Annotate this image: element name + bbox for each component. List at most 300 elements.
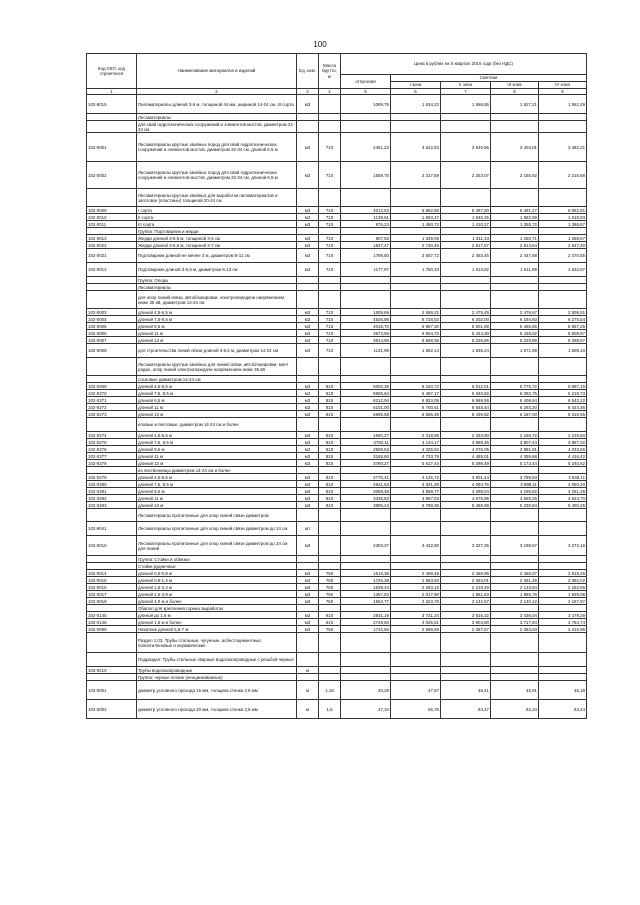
- row-name: длиной до 1,6 м: [137, 612, 297, 619]
- table-row: [87, 418, 587, 432]
- row-price-zone-2: 2 387,67: [441, 626, 491, 633]
- row-price-zone-2: [441, 291, 491, 309]
- row-price-zone-3: 3 799,63: [491, 474, 539, 481]
- row-price-zone-3: 52,34: [491, 700, 539, 719]
- row-price-zone-2: 1 961,63: [441, 591, 491, 598]
- row-price-otpusknaya: [341, 674, 391, 681]
- row-price-zone-3: [491, 667, 539, 674]
- row-price-zone-3: 4 565,25: [491, 495, 539, 502]
- row-price-zone-4: 1 289,67: [539, 235, 587, 242]
- row-price-zone-1: 3 721,24: [391, 612, 441, 619]
- table-row: [87, 474, 587, 481]
- row-price-zone-2: 3 540,96: [441, 133, 491, 162]
- row-price-zone-1: 3 642,53: [391, 133, 441, 162]
- row-price-zone-2: 46,41: [441, 681, 491, 700]
- row-price-zone-2: 3 327,36: [441, 536, 491, 556]
- row-mass: 810: [319, 446, 341, 453]
- row-name: Группа: Стойки и обвязки: [137, 556, 297, 563]
- row-price-zone-3: [491, 563, 539, 570]
- row-price-zone-4: 2 182,66: [539, 584, 587, 591]
- row-price-zone-2: 2 253,90: [441, 432, 491, 439]
- row-price-zone-2: 3 989,45: [441, 439, 491, 446]
- row-unit: [297, 291, 319, 309]
- row-unit: м3: [297, 619, 319, 626]
- row-name: Лесоматериалы круглые хвойных пород для свай гидротехнических сооружений и элементов мостов, диаметром 22-34 см, длиной 6,5 м: [137, 162, 297, 189]
- row-price-zone-3: 1 527,21: [491, 95, 539, 114]
- row-code: 102-0273: [87, 411, 137, 418]
- row-price-zone-1: 47,67: [391, 681, 441, 700]
- table-row: [87, 390, 587, 397]
- table-row: [87, 330, 587, 337]
- table-row: [87, 681, 587, 700]
- row-mass: [319, 667, 341, 674]
- row-code: 102-0272: [87, 404, 137, 411]
- row-name: длиной 1,6 м и более: [137, 619, 297, 626]
- row-price-zone-2: [441, 674, 491, 681]
- table-row: [87, 522, 587, 536]
- row-price-zone-4: 2 167,97: [539, 598, 587, 605]
- row-price-zone-4: 2 470,55: [539, 249, 587, 263]
- row-name: Лесоматериалы: [137, 114, 297, 121]
- row-price-zone-2: 6 439,82: [441, 411, 491, 418]
- row-price-zone-1: 4 733,78: [391, 453, 441, 460]
- row-name: Подтоварник длиной не менее 3 м, диаметром 8-11 см: [137, 249, 297, 263]
- row-price-zone-2: [441, 418, 491, 432]
- row-unit: м3: [297, 446, 319, 453]
- row-price-zone-1: [391, 284, 441, 291]
- row-price-zone-4: 5 562,81: [539, 207, 587, 214]
- table-row: [87, 114, 587, 121]
- row-mass: [319, 674, 341, 681]
- row-code: 102-0008: [87, 344, 137, 358]
- row-price-zone-2: [441, 522, 491, 536]
- row-unit: м3: [297, 474, 319, 481]
- row-code: 102-0099: [87, 626, 137, 633]
- row-price-zone-4: [539, 563, 587, 570]
- row-mass: 710: [319, 133, 341, 162]
- row-price-zone-3: [491, 509, 539, 522]
- row-price-otpusknaya: 2776,41: [341, 474, 391, 481]
- row-price-otpusknaya: 6212,94: [341, 397, 391, 404]
- row-mass: 710: [319, 330, 341, 337]
- row-price-zone-3: 5 438,02: [491, 330, 539, 337]
- row-price-zone-2: 1 635,24: [441, 344, 491, 358]
- row-price-zone-2: [441, 605, 491, 612]
- row-price-zone-4: 2 392,02: [539, 577, 587, 584]
- row-price-otpusknaya: 4626,98: [341, 316, 391, 323]
- table-row: [87, 337, 587, 344]
- row-unit: [297, 509, 319, 522]
- row-price-zone-4: 1 562,29: [539, 95, 587, 114]
- row-code: 102-0012: [87, 263, 137, 277]
- row-price-zone-4: 46,18: [539, 681, 587, 700]
- row-price-zone-4: [539, 121, 587, 133]
- row-name: сосновые диаметром 14-24 см: [137, 376, 297, 383]
- row-price-otpusknaya: 1742,66: [341, 626, 391, 633]
- row-code: 102-0003: [87, 309, 137, 316]
- row-code: 103-0001: [87, 681, 137, 700]
- row-price-zone-4: [539, 605, 587, 612]
- row-price-zone-3: [491, 674, 539, 681]
- row-name: длиной 9,5 м: [137, 397, 297, 404]
- row-price-zone-1: 3 422,80: [391, 536, 441, 556]
- row-price-zone-3: 5 775,72: [491, 383, 539, 390]
- table-row: [87, 397, 587, 404]
- row-price-zone-2: 6 012,01: [441, 383, 491, 390]
- row-name: для опор линий связи, автоблокировки, электропередачи напряжением ниже 35 кВ, диаметром 14-24 см: [137, 291, 297, 309]
- row-code: 102-0014: [87, 570, 137, 577]
- table-row: [87, 235, 587, 242]
- row-price-zone-4: [539, 358, 587, 376]
- row-unit: [297, 121, 319, 133]
- row-unit: м3: [297, 383, 319, 390]
- row-mass: 750: [319, 591, 341, 598]
- row-name: длиной 9,5 м: [137, 488, 297, 495]
- row-price-otpusknaya: 5000,38: [341, 383, 391, 390]
- row-price-zone-4: 4 251,28: [539, 488, 587, 495]
- row-price-otpusknaya: [341, 189, 391, 207]
- row-mass: 750: [319, 577, 341, 584]
- row-name: II сорта: [137, 214, 297, 221]
- row-code: 102-0281: [87, 488, 137, 495]
- column-number: 5: [341, 89, 391, 95]
- row-code: 102-0278: [87, 460, 137, 467]
- row-price-zone-1: 2 017,90: [391, 591, 441, 598]
- header-otpusknaya: отпускная: [341, 75, 391, 89]
- table-row: [87, 563, 587, 570]
- row-price-zone-4: 2 216,50: [539, 432, 587, 439]
- row-price-zone-4: 4 033,66: [539, 446, 587, 453]
- row-price-otpusknaya: 1660,27: [341, 432, 391, 439]
- row-price-zone-1: [391, 121, 441, 133]
- row-price-zone-4: 1 386,87: [539, 221, 587, 228]
- row-price-zone-2: 5 459,98: [441, 502, 491, 509]
- row-price-zone-2: 5 226,86: [441, 337, 491, 344]
- row-price-zone-3: 2 133,64: [491, 584, 539, 591]
- row-price-zone-1: [391, 467, 441, 474]
- row-price-zone-2: 54,47: [441, 700, 491, 719]
- row-unit: [297, 189, 319, 207]
- row-price-zone-4: [539, 284, 587, 291]
- table-row: [87, 162, 587, 189]
- row-price-zone-1: 1 750,33: [391, 263, 441, 277]
- row-price-zone-1: 6 487,17: [391, 390, 441, 397]
- row-name: I сорта: [137, 207, 297, 214]
- row-unit: м3: [297, 439, 319, 446]
- header-code: Код СКП, код строеплеся: [87, 54, 137, 89]
- row-unit: м3: [297, 263, 319, 277]
- page-number: 100: [313, 40, 327, 49]
- row-name: еловые и пихтовые, диаметром 14-24 см и более: [137, 418, 297, 432]
- row-price-zone-4: [539, 667, 587, 674]
- row-price-zone-2: 5 497,60: [441, 207, 491, 214]
- row-mass: [319, 95, 341, 114]
- header-smetnaya: Сметная: [391, 75, 587, 82]
- row-price-zone-3: 4 359,68: [491, 453, 539, 460]
- row-price-zone-2: [441, 284, 491, 291]
- row-name: длиной 4,0 м и более: [137, 598, 297, 605]
- row-price-zone-2: 5 501,98: [441, 323, 491, 330]
- row-price-zone-1: 2 317,69: [391, 162, 441, 189]
- table-row: [87, 284, 587, 291]
- row-unit: м3: [297, 481, 319, 488]
- header-unit: Ед. изм.: [297, 54, 319, 89]
- row-price-zone-4: 2 415,96: [539, 626, 587, 633]
- row-price-zone-1: 2 730,46: [391, 242, 441, 249]
- row-price-zone-1: 2 499,45: [391, 570, 441, 577]
- row-price-zone-2: [441, 633, 491, 653]
- row-price-otpusknaya: [341, 605, 391, 612]
- table-row: [87, 189, 587, 207]
- row-code: 102-0016: [87, 536, 137, 556]
- row-code: 102-0004: [87, 316, 137, 323]
- row-name: длиной 11 м: [137, 453, 297, 460]
- row-price-zone-3: 6 187,00: [491, 411, 539, 418]
- row-price-zone-4: 5 288,87: [539, 337, 587, 344]
- row-price-zone-3: 3 998,11: [491, 481, 539, 488]
- row-price-otpusknaya: 1616,38: [341, 570, 391, 577]
- row-price-otpusknaya: 3335,83: [341, 495, 391, 502]
- row-unit: м3: [297, 612, 319, 619]
- row-price-zone-1: 1 693,47: [391, 214, 441, 221]
- row-price-zone-3: 2 384,93: [491, 626, 539, 633]
- row-price-zone-4: 2 547,40: [539, 242, 587, 249]
- row-price-otpusknaya: 4012,53: [341, 207, 391, 214]
- column-number: 3: [297, 89, 319, 95]
- row-price-zone-4: 2 508,91: [539, 309, 587, 316]
- column-number: 4: [319, 89, 341, 95]
- row-unit: м3: [297, 397, 319, 404]
- row-mass: [319, 291, 341, 309]
- row-code: [87, 674, 137, 681]
- row-price-otpusknaya: 1563,77: [341, 598, 391, 605]
- row-unit: м3: [297, 133, 319, 162]
- row-price-zone-2: 6 202,00: [441, 316, 491, 323]
- row-code: 102-0006: [87, 330, 137, 337]
- row-name: Пиломатериалы длиной 3-6 м, толщиной 44 мм, шириной 14-24 см, III сорта: [137, 95, 297, 114]
- row-unit: [297, 277, 319, 284]
- row-price-zone-3: [491, 467, 539, 474]
- row-name: длиной 7,5, 8,5 м: [137, 390, 297, 397]
- row-price-zone-4: 3 857,02: [539, 439, 587, 446]
- header-zone-3: III зона: [491, 82, 539, 89]
- row-price-otpusknaya: 976,24: [341, 221, 391, 228]
- row-price-zone-2: 1 311,43: [441, 235, 491, 242]
- row-code: 102-0018: [87, 598, 137, 605]
- row-code: 102-0021: [87, 249, 137, 263]
- row-price-otpusknaya: 1139,61: [341, 214, 391, 221]
- row-mass: [319, 633, 341, 653]
- row-mass: 710: [319, 235, 341, 242]
- row-price-otpusknaya: [341, 418, 391, 432]
- row-code: 102-0282: [87, 495, 137, 502]
- row-unit: м3: [297, 207, 319, 214]
- row-price-zone-1: 5 962,56: [391, 207, 441, 214]
- row-price-zone-4: 1 929,08: [539, 591, 587, 598]
- row-price-otpusknaya: [341, 358, 391, 376]
- row-code: 102-0017: [87, 591, 137, 598]
- row-price-otpusknaya: 2749,60: [341, 619, 391, 626]
- row-price-zone-4: [539, 633, 587, 653]
- row-code: 102-0279: [87, 474, 137, 481]
- row-price-otpusknaya: 6101,00: [341, 404, 391, 411]
- row-price-zone-3: 3 198,67: [491, 536, 539, 556]
- row-name: Группа: Опоры: [137, 277, 297, 284]
- row-price-zone-4: 6 219,73: [539, 390, 587, 397]
- row-mass: [319, 277, 341, 284]
- row-name: Трубы водогазопроводные: [137, 667, 297, 674]
- row-price-zone-3: 3 436,04: [491, 612, 539, 619]
- row-price-zone-4: [539, 291, 587, 309]
- row-unit: [297, 114, 319, 121]
- row-price-zone-2: 3 804,80: [441, 619, 491, 626]
- row-price-zone-3: [491, 284, 539, 291]
- row-mass: 710: [319, 263, 341, 277]
- row-name: III сорта: [137, 221, 297, 228]
- table-row: [87, 344, 587, 358]
- row-mass: 810: [319, 495, 341, 502]
- row-mass: 710: [319, 323, 341, 330]
- row-code: [87, 556, 137, 563]
- row-price-otpusknaya: [341, 633, 391, 653]
- row-mass: [319, 536, 341, 556]
- row-price-otpusknaya: 1177,87: [341, 263, 391, 277]
- row-price-zone-3: 1 885,76: [491, 591, 539, 598]
- row-name: длиной 7,5, 8,5 м: [137, 481, 297, 488]
- row-price-zone-2: [441, 121, 491, 133]
- row-unit: м3: [297, 626, 319, 633]
- row-mass: 1,5: [319, 700, 341, 719]
- row-price-zone-2: 4 485,01: [441, 453, 491, 460]
- row-price-zone-3: 2 466,07: [491, 570, 539, 577]
- row-price-otpusknaya: 1789,50: [341, 249, 391, 263]
- row-price-zone-4: [539, 418, 587, 432]
- row-name: длиной 4,5-5,5 м: [137, 383, 297, 390]
- row-price-zone-4: [539, 228, 587, 235]
- table-row: [87, 376, 587, 383]
- row-price-zone-4: 6 424,36: [539, 404, 587, 411]
- row-price-otpusknaya: [341, 522, 391, 536]
- row-unit: м3: [297, 488, 319, 495]
- row-name: Группа: черные легкие (неоцинкованные): [137, 674, 297, 681]
- table-row: [87, 207, 587, 214]
- row-price-zone-1: 6 700,61: [391, 404, 441, 411]
- row-price-zone-1: [391, 674, 441, 681]
- row-unit: м3: [297, 344, 319, 358]
- row-name: длиной 0,5-0,8 м: [137, 570, 297, 577]
- row-price-zone-1: 5 788,35: [391, 502, 441, 509]
- row-price-zone-2: [441, 228, 491, 235]
- row-price-zone-3: 2 165,92: [491, 162, 539, 189]
- row-unit: м3: [297, 432, 319, 439]
- table-row: [87, 667, 587, 674]
- table-row: [87, 95, 587, 114]
- table-row: [87, 591, 587, 598]
- table-row: [87, 577, 587, 584]
- row-price-zone-3: 2 166,72: [491, 432, 539, 439]
- row-unit: м: [297, 681, 319, 700]
- row-price-zone-1: 2 657,72: [391, 249, 441, 263]
- row-price-otpusknaya: [341, 291, 391, 309]
- table-row: [87, 556, 587, 563]
- row-price-otpusknaya: 3973,59: [341, 330, 391, 337]
- row-price-zone-4: 3 764,74: [539, 619, 587, 626]
- row-price-zone-3: [491, 418, 539, 432]
- row-unit: м3: [297, 577, 319, 584]
- row-mass: 810: [319, 432, 341, 439]
- row-name: длиной 4,5-6,5 м: [137, 309, 297, 316]
- row-price-zone-2: 5 298,49: [441, 460, 491, 467]
- row-code: 102-0283: [87, 502, 137, 509]
- row-unit: м3: [297, 404, 319, 411]
- row-name: Лесоматериалы пропитанные для опор линий связи диаметром: [137, 509, 297, 522]
- row-price-zone-3: [491, 228, 539, 235]
- row-code: 102-0276: [87, 446, 137, 453]
- row-price-zone-2: 1 410,27: [441, 221, 491, 228]
- row-price-zone-3: [491, 277, 539, 284]
- row-name: длиной 4,5-6,5 м: [137, 474, 297, 481]
- row-name: для свай гидротехнических сооружений и элементов мостов, диаметром 22-34 см: [137, 121, 297, 133]
- row-price-zone-1: 4 026,51: [391, 619, 441, 626]
- row-price-zone-1: 2 323,76: [391, 598, 441, 605]
- row-price-zone-2: 2 253,07: [441, 162, 491, 189]
- table-row: [87, 221, 587, 228]
- row-price-zone-2: 2 468,95: [441, 570, 491, 577]
- table-row: [87, 316, 587, 323]
- row-code: [87, 418, 137, 432]
- row-price-zone-2: [441, 376, 491, 383]
- row-price-otpusknaya: 3780,27: [341, 460, 391, 467]
- row-mass: [319, 228, 341, 235]
- row-name: длиной 9,5 м: [137, 446, 297, 453]
- header-zone-1: I зона: [391, 82, 441, 89]
- row-mass: [319, 563, 341, 570]
- row-code: 102-0010: [87, 214, 137, 221]
- row-mass: 810: [319, 474, 341, 481]
- row-mass: 810: [319, 390, 341, 397]
- row-mass: 810: [319, 481, 341, 488]
- row-price-otpusknaya: [341, 121, 391, 133]
- row-price-zone-4: 2 215,68: [539, 162, 587, 189]
- row-price-zone-4: [539, 189, 587, 207]
- row-price-zone-1: 2 689,21: [391, 309, 441, 316]
- row-code: 102-0015: [87, 577, 137, 584]
- row-unit: м3: [297, 390, 319, 397]
- row-price-zone-3: 2 447,68: [491, 249, 539, 263]
- row-name: длиной 13 м: [137, 502, 297, 509]
- row-name: длиной 7,5-9,5 м: [137, 316, 297, 323]
- row-price-zone-3: [491, 633, 539, 653]
- row-mass: 710: [319, 207, 341, 214]
- row-mass: [319, 467, 341, 474]
- row-price-zone-2: 1 613,82: [441, 263, 491, 277]
- row-name: длиной 7,5, 8,5 м: [137, 439, 297, 446]
- row-unit: м3: [297, 330, 319, 337]
- row-price-zone-4: 3 849,11: [539, 474, 587, 481]
- row-price-zone-1: [391, 556, 441, 563]
- row-code: 102-0013: [87, 235, 137, 242]
- row-name: Лесоматериалы круглые хвойных для линий связи, автоблокировки, мачт радио, опор линий электропередачи напряжением ниже 35 кВ: [137, 358, 297, 376]
- row-price-zone-3: 5 330,84: [491, 502, 539, 509]
- row-name: длиной 11 м: [137, 404, 297, 411]
- table-row: [87, 411, 587, 418]
- row-unit: [297, 633, 319, 653]
- row-unit: м3: [297, 411, 319, 418]
- column-number: 7: [441, 89, 491, 95]
- row-price-zone-2: [441, 277, 491, 284]
- table-row: [87, 460, 587, 467]
- row-mass: [319, 189, 341, 207]
